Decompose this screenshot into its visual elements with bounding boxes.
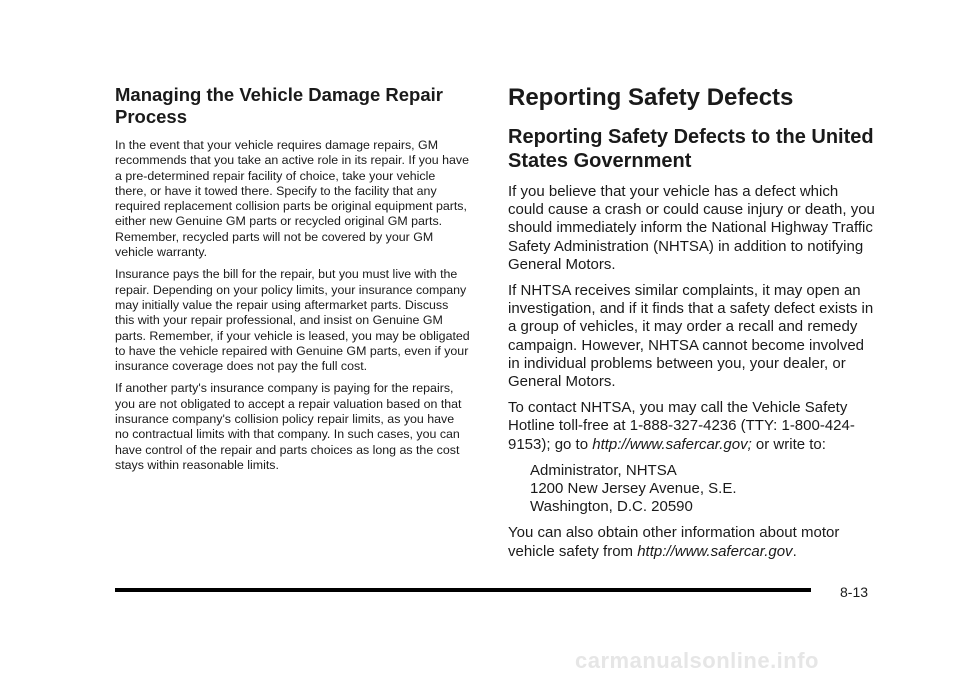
footer-rule (115, 588, 811, 592)
right-column (508, 84, 878, 569)
nhtsa-address (530, 462, 878, 517)
address-line-3: Washington, D.C. 20590 (530, 498, 693, 516)
damage-repair-heading: Managing the Vehicle Damage Repair Process (115, 84, 443, 127)
damage-repair-paragraph-1: In the event that your vehicle requires damage repairs, GM recommends that you take an active role in its repair. If you have a pre-determined repair facility of choice, take your vehicle there, or have it towed there. Specify to the facility that any required replacement collision parts be original equipment parts, either new Genuine GM parts or recycled original GM parts. Remember, recycled parts will not be covered by your GM vehicle warranty. (115, 138, 470, 260)
safety-defects-subheading: Reporting Safety Defects to the United States Government (508, 126, 874, 172)
safety-defects-paragraph-2: If NHTSA receives similar complaints, it may open an investigation, and if it finds that a safety defect exists in a group of vehicles, it may order a recall and remedy campaign. However, NHTSA cannot become involved in individual problems between you, your dealer, or General Motors. (508, 282, 874, 391)
closing-period: . (792, 542, 797, 560)
damage-repair-paragraph-3: If another party's insurance company is paying for the repairs, you are not obligated to accept a repair valuation based on that insurance company's collision policy repair limits, as you have no contractual limits with that company. In such cases, you can have control of the repair and parts choices as long as the cost stays within reasonable limits. (115, 381, 462, 472)
watermark: carmanualsonline.info (575, 648, 819, 673)
page-number: 8-13 (840, 584, 869, 600)
damage-repair-paragraph-2: Insurance pays the bill for the repair, but you must live with the repair. Depending on your policy limits, your insurance company may initially value the repair using aftermarket parts. Discuss this with your repair professional, and insist on Genuine GM parts. Remember, if your vehicle is leased, you may be obligated to have the vehicle repaired with Genuine GM parts, even if your insurance coverage does not pay the full cost. (115, 267, 470, 374)
safercar-link[interactable]: http://www.safercar.gov; (592, 435, 752, 453)
safety-defects-paragraph-1: If you believe that your vehicle has a defect which could cause a crash or could cause injury or death, you should immediately inform the National Highway Traffic Safety Administration (NHTSA) in addition to notifying General Motors. (508, 183, 875, 273)
safercar-link-2[interactable]: http://www.safercar.gov (637, 542, 793, 560)
contact-paragraph (508, 399, 878, 454)
closing-paragraph (508, 524, 878, 560)
contact-suffix: or write to: (751, 435, 826, 453)
left-column (115, 84, 470, 480)
safety-defects-title: Reporting Safety Defects (508, 84, 794, 111)
closing-text: You can also obtain other information about motor vehicle safety from (508, 524, 840, 560)
address-line-2: 1200 New Jersey Avenue, S.E. (530, 480, 737, 498)
contact-text: To contact NHTSA, you may call the Vehicle Safety Hotline toll-free at 1-888-327-4236 (TTY: 1-800-424-9153); go to (508, 399, 855, 453)
address-line-1: Administrator, NHTSA (530, 461, 677, 479)
